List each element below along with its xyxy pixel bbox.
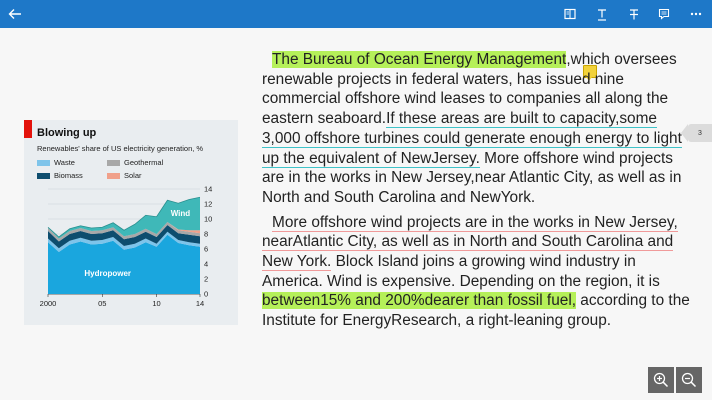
- p1-text-1: ,which oversees renewable projects in federal waters, has issued nine commercial offshore wind leases to companies all along the eastern seaboard.: [262, 51, 677, 128]
- p2-text-2: according to the Institute for EnergyResearch, a right-leaning group.: [262, 292, 690, 330]
- y-tick-label: 12: [204, 199, 213, 209]
- zoom-out-icon[interactable]: [676, 367, 702, 393]
- legend-label-biomass: Biomass: [54, 171, 83, 180]
- book-icon[interactable]: [560, 0, 580, 28]
- side-page-tab-label: 3: [698, 129, 702, 137]
- paragraph-2: [262, 213, 692, 331]
- text-underline-icon[interactable]: [592, 0, 612, 28]
- zoom-in-icon[interactable]: [648, 367, 674, 393]
- underline-red[interactable]: More offshore wind projects are in the works in New Jersey, nearAtlantic City, as well as in North and South Carolina and New York.: [262, 213, 678, 271]
- chart-title: Blowing up: [37, 127, 97, 139]
- comment-icon[interactable]: [654, 0, 674, 28]
- p1-text-2: More offshore wind projects are in the works in New Jersey,near Atlantic City, as well as in North and South Carolina and NewYork.: [262, 149, 682, 206]
- x-tick-label: 2000: [39, 299, 57, 308]
- back-arrow-icon[interactable]: [4, 0, 26, 28]
- y-tick-label: 6: [204, 244, 209, 254]
- chart-plot: [24, 120, 238, 325]
- x-tick-label: 05: [98, 299, 107, 308]
- p2-text-1: Block Island joins a growing wind industry in America. Wind is expensive. Depending on the region, it is: [262, 253, 660, 290]
- legend-label-geothermal: Geothermal: [124, 158, 164, 167]
- series-label-wind: Wind: [170, 209, 191, 218]
- x-tick-label: 10: [152, 299, 161, 308]
- series-label-hydropower: Hydropower: [84, 269, 132, 278]
- legend-label-waste: Waste: [54, 158, 75, 167]
- chart-figure: [24, 120, 238, 325]
- top-toolbar: [0, 0, 712, 28]
- y-tick-label: 14: [204, 184, 213, 194]
- highlight-1[interactable]: The Bureau of Ocean Energy Management: [272, 51, 567, 68]
- legend-label-solar: Solar: [124, 171, 142, 180]
- text-strikethrough-icon[interactable]: [624, 0, 644, 28]
- article-body: [262, 50, 692, 336]
- y-tick-label: 4: [204, 259, 209, 269]
- underline-teal[interactable]: If these areas are built to capacity,some 3,000 offshore turbines could generate enough energy to light up the equivalent of NewJersey.: [262, 110, 682, 167]
- y-tick-label: 0: [204, 289, 209, 299]
- highlight-2[interactable]: between15% and 200%dearer than fossil fuel,: [262, 292, 577, 310]
- y-tick-label: 10: [204, 214, 213, 224]
- paragraph-1: [262, 50, 692, 208]
- x-tick-label: 14: [195, 299, 205, 308]
- y-tick-label: 8: [204, 229, 209, 239]
- y-tick-label: 2: [204, 274, 209, 284]
- more-icon[interactable]: [686, 0, 706, 28]
- document-page: [0, 28, 712, 400]
- chart-subtitle: Renewables' share of US electricity generation, %: [37, 144, 204, 153]
